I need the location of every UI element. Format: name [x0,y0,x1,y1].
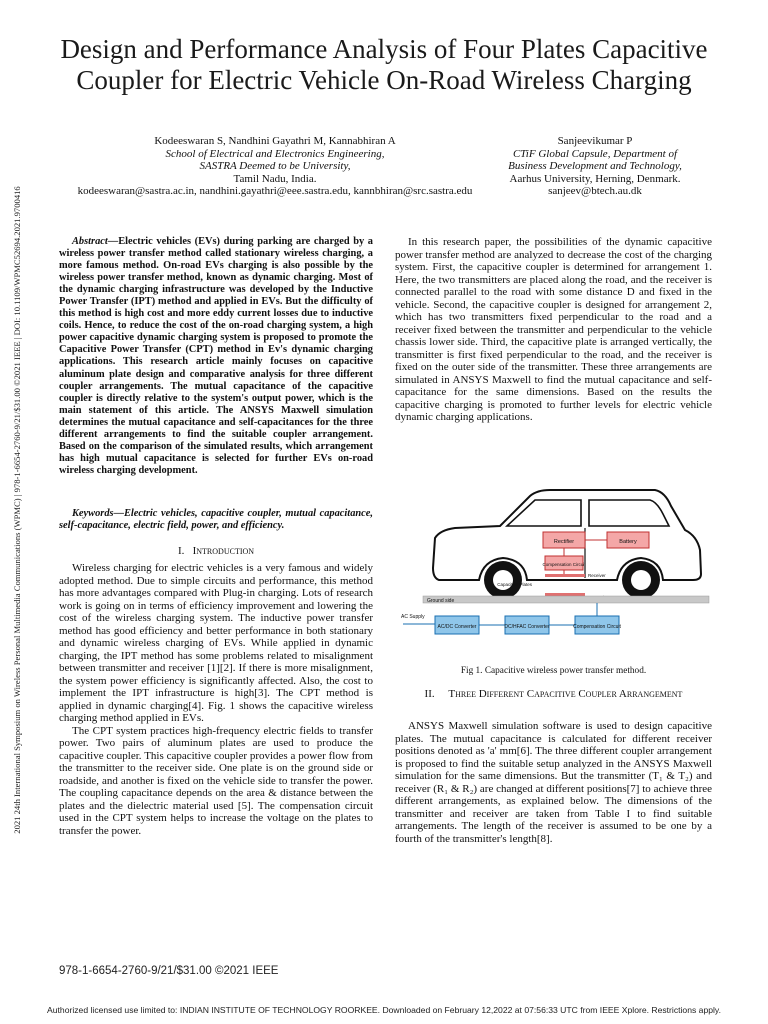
transmitter-plate [545,593,585,596]
author-email: sanjeev@btech.au.dk [548,185,642,197]
rectifier-label: Rectifier [553,539,575,545]
author-names: Kodeeswaran S, Nandhini Gayathri M, Kannabhiran A [154,135,396,147]
keywords [59,508,373,532]
keywords-text: Keywords—Electric vehicles, capacitive coupler, mutual capacitance, self-capacitance, electric field, power, and efficiency. [59,508,373,532]
section-title: Introduction [192,545,255,557]
paragraph: ANSYS Maxwell simulation software is used to design capacitive plates. The mutual capacitance is calculated for different receiver positions denoted as 'a' mm[6]. The three different coupler arrangement is proposed to find the suitable setup analyzed in the ANSYS Maxwell simulation for the same dimensions. But the transmitter (T₁ & T₂) and receiver (R₁ & R₂) are changed at different positions[7] to achieve three different arrangements, as explained below. The dimensions of the transmitter and receiver are taken from Table I to find suitable arrangements. The length of the receiver is assumed to be one by a fourth of the transmitter's length[8]. [395,720,712,845]
right-column-intro [395,236,712,424]
author-name: Sanjeevikumar P [557,135,633,147]
section2-body [395,720,712,845]
paragraph: Wireless charging for electric vehicles is a very famous and widely adopted method. Due to simple circuits and performance, this method has more advantages compared with Plug-in charging. Lots of research work is going on in terms of efficiency improvement and lowering the cost of the wireless charging system. The inductive power transfer method has good efficiency and better performance in both stationary and dynamic wireless charging of EVs. While applied in dynamic charging, the IPT method has some problems related to misalignment between transmitter and receiver [1][2]. If there is more misalignment, the system power efficiency is significantly affected. Also, the cost to implement the IPT infrastructure is high[3]. The CPT method is applied in dynamic charging[4]. Fig. 1 shows the capacitive wireless charging method applied in EVs. [59,562,373,724]
figure-1-caption: Fig 1. Capacitive wireless power transfer method. [460,666,647,676]
author-location: Tamil Nadu, India. [233,172,317,185]
author-location: Aarhus University, Herning, Denmark. [509,172,681,185]
introduction-body [59,562,373,837]
author-block-right [480,135,710,198]
footer-isbn: 978-1-6654-2760-9/21/$31.00 ©2021 IEEE [59,965,279,977]
sidebar-citation-text: 2021 24th International Symposium on Wireless Personal Multimedia Communications (WPMC) | 978-1-6654-2760-9/21/$31.00 ©2021 IEEE | DOI: 10.1109/WPMC52694.2021.9700416 [12,186,22,834]
abstract-text: —Electric vehicles (EVs) during parking are charged by a wireless power transfer method called stationary wireless charging, a more famous method. On-road EVs charging is also possible by the wireless power transfer method, known as dynamic charging. Most of the dynamic charging infrastructure was developed by the Inductive Power Transfer (IPT) method and applied in EVs. But the difficulty of this method is high cost and more eddy current losses due to inductive coils. Hence, to reduce the cost of the on-road charging system, a high power capacitive dynamic charging system is proposed to promote the Capacitive Power Transfer (CPT) method in Ev's dynamic charging applications. This research article mainly focuses on capacitive aluminum plate design and comparative analysis for three different coupler arrangements. The mutual capacitance of the capacitive coupler is directly relative to the system's output power, which is the main statement of this article. The ANSYS Maxwell simulation determines the mutual capacitance and self-capacitances for the three different arrangements to find the suitable coupler arrangement. Based on the comparison of the simulated results, which arrangement has high mutual capacitance is selected for further EVs on-road wireless charging development. [59,236,373,476]
wheel-hub-icon [631,570,651,590]
author-affiliation: CTiF Global Capsule, Department of [512,147,678,160]
footer-license: Authorized licensed use limited to: INDIAN INSTITUTE OF TECHNOLOGY ROORKEE. Downloaded on February 12,2022 at 07:56:33 UTC from IEEE Xplore. Restrictions apply. [47,1005,721,1015]
author-affiliation: Business Development and Technology, [508,160,682,172]
paper-title: Design and Performance Analysis of Four Plates Capacitive Coupler for Electric Vehicle On-Road Wireless Charging [60,34,708,95]
section-title: Three Different Capacitive Coupler Arrangement [448,688,683,700]
author-affiliation: SASTRA Deemed to be University, [199,160,351,172]
receiver-label: Receiver [588,573,606,578]
sidebar-citation [4,120,30,900]
abstract-lead: Abstract [72,236,108,247]
ac-supply-label: AC Supply [401,614,425,620]
abstract [59,236,373,477]
compensation-ground-label: Compensation Circuit [573,624,621,630]
dchfac-label: DC/HFAC Converter [504,624,550,630]
ground-strip [423,596,709,603]
author-affiliation: School of Electrical and Electronics Engineering, [165,147,385,160]
receiver-plate [545,574,585,577]
figure-1 [395,478,712,658]
author-block-left [40,135,510,198]
paragraph: In this research paper, the possibilities of the dynamic capacitive power transfer method are analyzed to decrease the cost of the charging system. First, the capacitive coupler is determined for arrangement 1. Here, the two transmitters are placed along the road, and the receiver is connected parallel to the road with some distance D and fixed in the vehicle. Second, the capacitive coupler is designed for arrangement 2, which has two transmitters fixed perpendicular to the road and a receiver fixed between the transmitter and perpendicular to the vehicle chassis lower side. Third, the capacitive plate is arranged vertically, the transmitter is first fixed perpendicular to the road, and the receiver is fixed on the outer side of the transmitter. These three arrangements are simulated in ANSYS Maxwell to find the mutual capacitance and self-capacitance for the same dimensions. Based on the results the capacitive charging is promoted to further levels for electric vehicle dynamic charging applications. [395,236,712,423]
car-window-icon [589,500,669,526]
acdc-label: AC/DC Converter [437,624,477,630]
author-emails: kodeeswaran@sastra.ac.in, nandhini.gayathri@eee.sastra.edu, kannbhiran@src.sastra.edu [77,185,473,197]
capacitive-plates-label: Capacitive Plates [497,582,532,587]
section-heading-introduction [59,545,373,558]
figure-1-diagram [395,478,712,658]
section-number: II. [424,688,435,700]
ground-label: Ground side [427,598,455,604]
compensation-label: Compensation Circuit [542,562,586,567]
battery-label: Battery [619,539,637,545]
section-number: I. [177,545,185,557]
paragraph: The CPT system practices high-frequency electric fields to transfer power. Two pairs of aluminum plates are used to produce the capacitive coupler. This capacitive coupler provides a power flow from the transmitter to the receiver side. One plate is on the ground side or roadside, and another is fixed on the vehicle side to transfer the power. The coupling capacitance depends on the area & distance between the plates and the dielectric material used [5]. The compensation circuit used in the CPT system helps to increase the voltage on the plates to transfer the power. [59,724,373,837]
wheel-hub-icon [493,570,513,590]
section-heading-arrangements [395,688,712,701]
